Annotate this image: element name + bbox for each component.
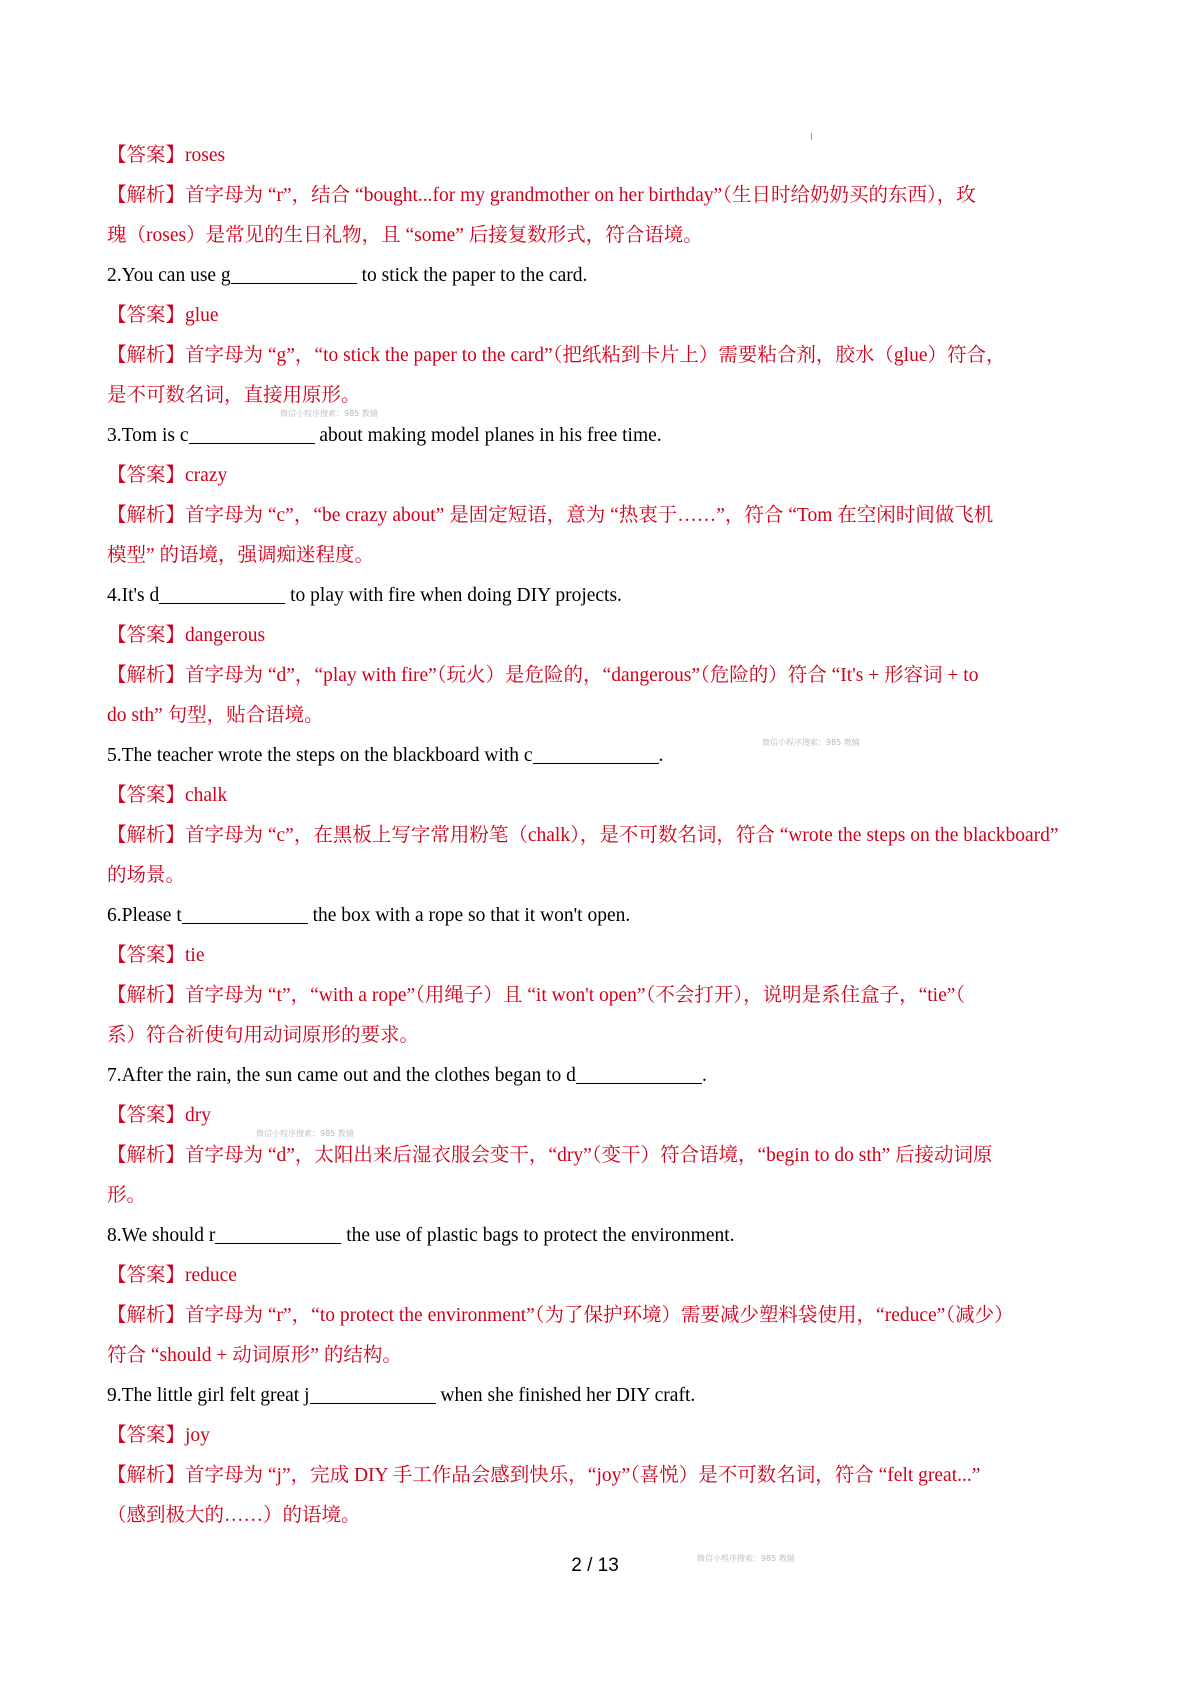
answer-line: 【答案】glue xyxy=(107,305,219,326)
analysis-line: 符合 “should + 动词原形” 的结构。 xyxy=(107,1345,402,1366)
watermark-text: 微信小程序搜索：985 教辅 xyxy=(762,738,860,747)
answer-blank xyxy=(310,1381,436,1404)
analysis-line: 【解析】首字母为 “g”，“to stick the paper to the card”（把纸粘到卡片上）需要粘合剂，胶水（glue）符合， xyxy=(107,345,1006,366)
analysis-line: do sth” 句型，贴合语境。 xyxy=(107,705,324,726)
analysis-line: 【解析】首字母为 “d”，“play with fire”（玩火）是危险的，“dangerous”（危险的）符合 “It's + 形容词 + to xyxy=(107,665,979,686)
analysis-line: 【解析】首字母为 “c”，在黑板上写字常用粉笔（chalk），是不可数名词，符合 “wrote the steps on the blackboard” xyxy=(107,825,1059,846)
question-line: 2.You can use g to stick the paper to the card. xyxy=(107,256,1102,296)
answer-line: 【答案】roses xyxy=(107,145,226,166)
watermark-text: 微信小程序搜索：985 教辅 xyxy=(697,1554,795,1563)
question-line: 6.Please t the box with a rope so that it won't open. xyxy=(107,896,1102,936)
analysis-line: 的场景。 xyxy=(107,865,186,886)
answer-line: 【答案】chalk xyxy=(107,785,228,806)
analysis-line: 模型” 的语境，强调痴迷程度。 xyxy=(107,545,375,566)
answer-blank xyxy=(533,741,659,764)
analysis-line: 系）符合祈使句用动词原形的要求。 xyxy=(107,1025,420,1046)
analysis-line: 【解析】首字母为 “r”，结合 “bought...for my grandmother on her birthday”（生日时给奶奶买的东西），玫 xyxy=(107,185,976,206)
answer-line: 【答案】crazy xyxy=(107,465,228,486)
analysis-line: 瑰（roses）是常见的生日礼物，且 “some” 后接复数形式，符合语境。 xyxy=(107,225,703,246)
answer-line: 【答案】tie xyxy=(107,945,205,966)
page-number: 2 / 13 xyxy=(571,1555,619,1576)
question-line: 7.After the rain, the sun came out and the clothes began to d . xyxy=(107,1056,1102,1096)
question-line: 5.The teacher wrote the steps on the blackboard with c . xyxy=(107,736,1102,776)
analysis-line: 【解析】首字母为 “c”，“be crazy about” 是固定短语，意为 “热衷于……”，符合 “Tom 在空闲时间做飞机 xyxy=(107,505,994,526)
question-line: 8.We should r the use of plastic bags to protect the environment. xyxy=(107,1216,1102,1256)
watermark-text: 微信小程序搜索：985 教辅 xyxy=(280,409,378,418)
watermark-text: 微信小程序搜索：985 教辅 xyxy=(256,1129,354,1138)
answer-line: 【答案】dry xyxy=(107,1105,211,1126)
analysis-line: （感到极大的……）的语境。 xyxy=(107,1505,361,1526)
analysis-line: 【解析】首字母为 “j”，完成 DIY 手工作品会感到快乐，“joy”（喜悦）是不可数名词，符合 “felt great...” xyxy=(107,1465,981,1486)
answer-blank xyxy=(189,421,315,444)
answer-line: 【答案】reduce xyxy=(107,1265,237,1286)
analysis-line: 【解析】首字母为 “r”，“to protect the environment”（为了保护环境）需要减少塑料袋使用，“reduce”（减少） xyxy=(107,1305,1014,1326)
answer-blank xyxy=(576,1061,702,1084)
analysis-line: 形。 xyxy=(107,1185,147,1206)
answer-blank xyxy=(159,581,285,604)
question-line: 9.The little girl felt great j when she finished her DIY craft. xyxy=(107,1376,1102,1416)
analysis-line: 【解析】首字母为 “d”，太阳出来后湿衣服会变干，“dry”（变干）符合语境，“begin to do sth” 后接动词原 xyxy=(107,1145,993,1166)
answer-blank xyxy=(215,1221,341,1244)
exercise-content xyxy=(107,136,1102,1536)
analysis-line: 【解析】首字母为 “t”，“with a rope”（用绳子）且 “it won't open”（不会打开），说明是系住盒子，“tie”（ xyxy=(107,985,966,1006)
question-line: 4.It's d to play with fire when doing DIY projects. xyxy=(107,576,1102,616)
answer-blank xyxy=(182,901,308,924)
question-line: 3.Tom is c about making model planes in his free time. xyxy=(107,416,1102,456)
answer-blank xyxy=(231,261,357,284)
answer-line: 【答案】dangerous xyxy=(107,625,266,646)
answer-line: 【答案】joy xyxy=(107,1425,210,1446)
analysis-line: 是不可数名词，直接用原形。 xyxy=(107,385,361,406)
